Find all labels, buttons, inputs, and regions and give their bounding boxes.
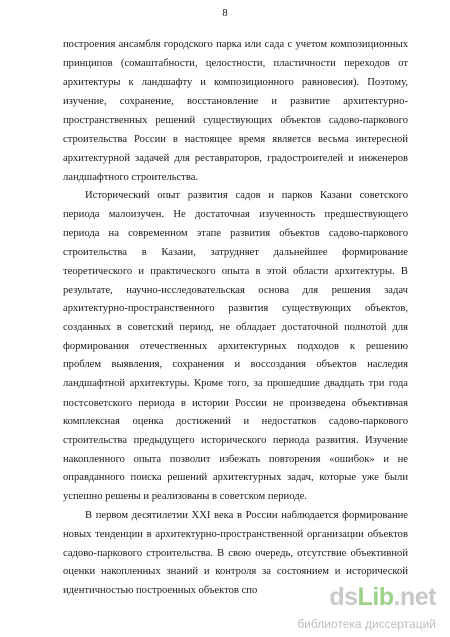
watermark-logo	[329, 583, 436, 611]
text-line: формирования отечественных архитектурных подходов к решению	[63, 341, 408, 352]
text-line: теоретического и практического опыта в этой области архитектуры. В	[63, 266, 408, 277]
text-line: архитектуры к ландшафту и композиционного равновесия). Поэтому,	[63, 77, 408, 88]
watermark-logo-lib: Lib	[357, 583, 394, 611]
text-line: идентичностью построенных объектов спо	[63, 585, 258, 596]
text-line: результате, научно-исследовательская основа для решения задач	[63, 285, 408, 296]
text-line: архитектурно-пространственного развития существующих объектов,	[63, 303, 408, 314]
text-line: пространственных решений существующих объектов садово-паркового	[63, 115, 408, 126]
text-line: Исторический опыт развития садов и парков Казани советского	[85, 190, 408, 201]
watermark-logo-ds: ds	[329, 583, 358, 611]
watermark	[297, 583, 436, 631]
text-line: успешно решены и реализованы в советском периоде.	[63, 491, 307, 502]
text-line: периода малоизучен. Не достаточная изученность предшествующего	[63, 209, 408, 220]
text-line: ландшафтного строительства.	[63, 172, 199, 183]
text-line: садово-паркового строительства. В свою очередь, отсутствие объективной	[63, 548, 408, 559]
text-line: строительства России в настоящее время является весьма интересной	[63, 134, 408, 145]
watermark-logo-net: .net	[393, 583, 436, 611]
watermark-tagline: библиотека диссертаций	[297, 617, 436, 631]
text-line: строительства предыдущего исторического периода развития. Изучение	[63, 435, 408, 446]
text-line: новых тенденции в архитектурно-пространственной организации объектов	[63, 529, 408, 540]
text-line: созданных в советский период, не обладает достаточной полнотой для	[63, 322, 408, 333]
text-line: изучение, сохранение, восстановление и развитие архитектурно-	[63, 96, 408, 107]
text-line: проблем выявления, сохранения и воссоздания объектов наследия	[63, 359, 408, 370]
text-line: оправданного поиска решений архитектурных задач, которые уже были	[63, 472, 408, 483]
page-number: 8	[222, 8, 228, 19]
text-line: периода на современном этапе развития объектов садово-паркового	[63, 228, 408, 239]
text-line: постсоветского периода в истории России не произведена объективная	[63, 398, 408, 409]
text-line: оценки накопленных знаний и контроля за состоянием и исторической	[63, 566, 408, 577]
text-line: построения ансамбля городского парка или сада с учетом композиционных	[63, 39, 408, 50]
text-line: В первом десятилетии XXI века в России наблюдается формирование	[85, 510, 408, 521]
text-line: принципов (сомаштабности, целостности, пластичности переходов от	[63, 58, 408, 69]
text-line: ландшафтной архитектуры. Кроме того, за прошедшие двадцать три года	[63, 378, 408, 389]
text-line: архитектурной задачей для реставраторов, градостроителей и инженеров	[63, 153, 408, 164]
text-line: комплексная оценка достижений и недостатков садово-паркового	[63, 416, 408, 427]
text-line: накопленного опыта позволит избежать повторения «ошибок» и не	[63, 454, 408, 465]
text-line: строительства в Казани, затрудняет дальнейшее формирование	[63, 247, 408, 258]
